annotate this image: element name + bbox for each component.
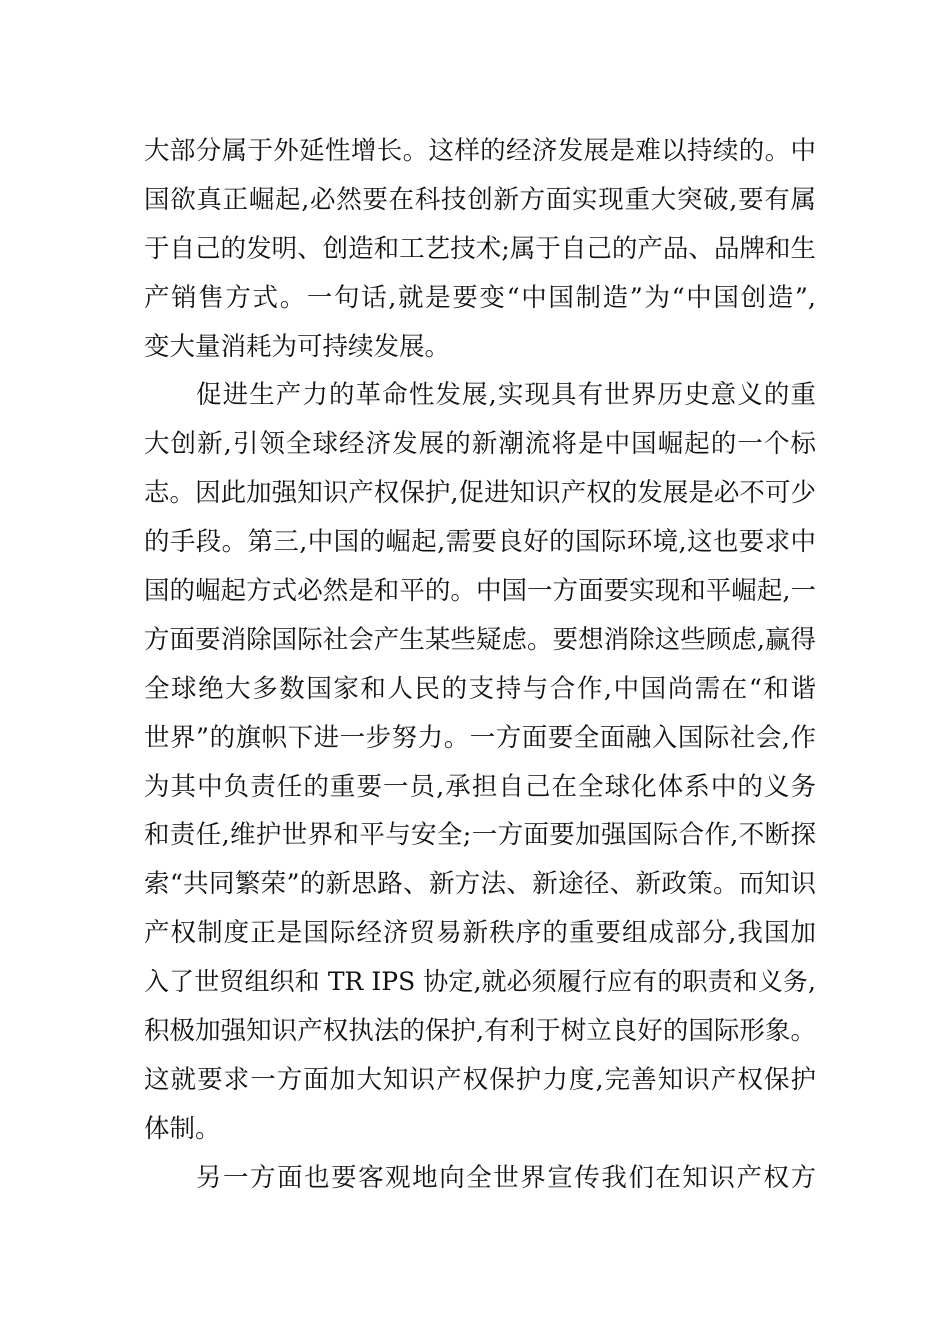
text-line: 产销售方式。一句话,就是要变“中国制造”为“中国创造”, (144, 282, 816, 313)
text-line: 全球绝大多数国家和人民的支持与合作,中国尚需在“和谐 (144, 673, 816, 704)
paragraph-start-line: 促进生产力的革命性发展,实现具有世界历史意义的重 (196, 380, 816, 411)
text-line: 体制。 (144, 1113, 221, 1144)
text-line: 国的崛起方式必然是和平的。中国一方面要实现和平崛起,一 (144, 576, 816, 607)
text-line: 为其中负责任的重要一员,承担自己在全球化体系中的义务 (144, 771, 816, 802)
text-line: 的手段。第三,中国的崛起,需要良好的国际环境,这也要求中 (144, 527, 816, 558)
text-line: 于自己的发明、创造和工艺技术;属于自己的产品、品牌和生 (144, 233, 816, 264)
text-line: 世界”的旗帜下进一步努力。一方面要全面融入国际社会,作 (144, 722, 816, 753)
text-line: 方面要消除国际社会产生某些疑虑。要想消除这些顾虑,赢得 (144, 624, 816, 655)
text-line: 产权制度正是国际经济贸易新秩序的重要组成部分,我国加 (144, 918, 816, 949)
text-line: 积极加强知识产权执法的保护,有利于树立良好的国际形象。 (144, 1016, 816, 1047)
text-line: 入了世贸组织和 TR IPS 协定,就必须履行应有的职责和义务, (144, 967, 816, 997)
text-line: 这就要求一方面加大知识产权保护力度,完善知识产权保护 (144, 1064, 816, 1095)
paragraph-start-line: 另一方面也要客观地向全世界宣传我们在知识产权方 (196, 1162, 816, 1193)
text-line: 变大量消耗为可持续发展。 (144, 331, 451, 362)
text-line: 大部分属于外延性增长。这样的经济发展是难以持续的。中 (144, 136, 816, 166)
text-line: 和责任,维护世界和平与安全;一方面要加强国际合作,不断探 (144, 820, 816, 851)
text-line: 志。因此加强知识产权保护,促进知识产权的发展是必不可少 (144, 478, 816, 509)
text-line: 国欲真正崛起,必然要在科技创新方面实现重大突破,要有属 (144, 184, 816, 215)
text-line: 索“共同繁荣”的新思路、新方法、新途径、新政策。而知识 (144, 869, 816, 900)
body-text (144, 127, 816, 1203)
text-line: 大创新,引领全球经济发展的新潮流将是中国崛起的一个标 (144, 429, 816, 460)
